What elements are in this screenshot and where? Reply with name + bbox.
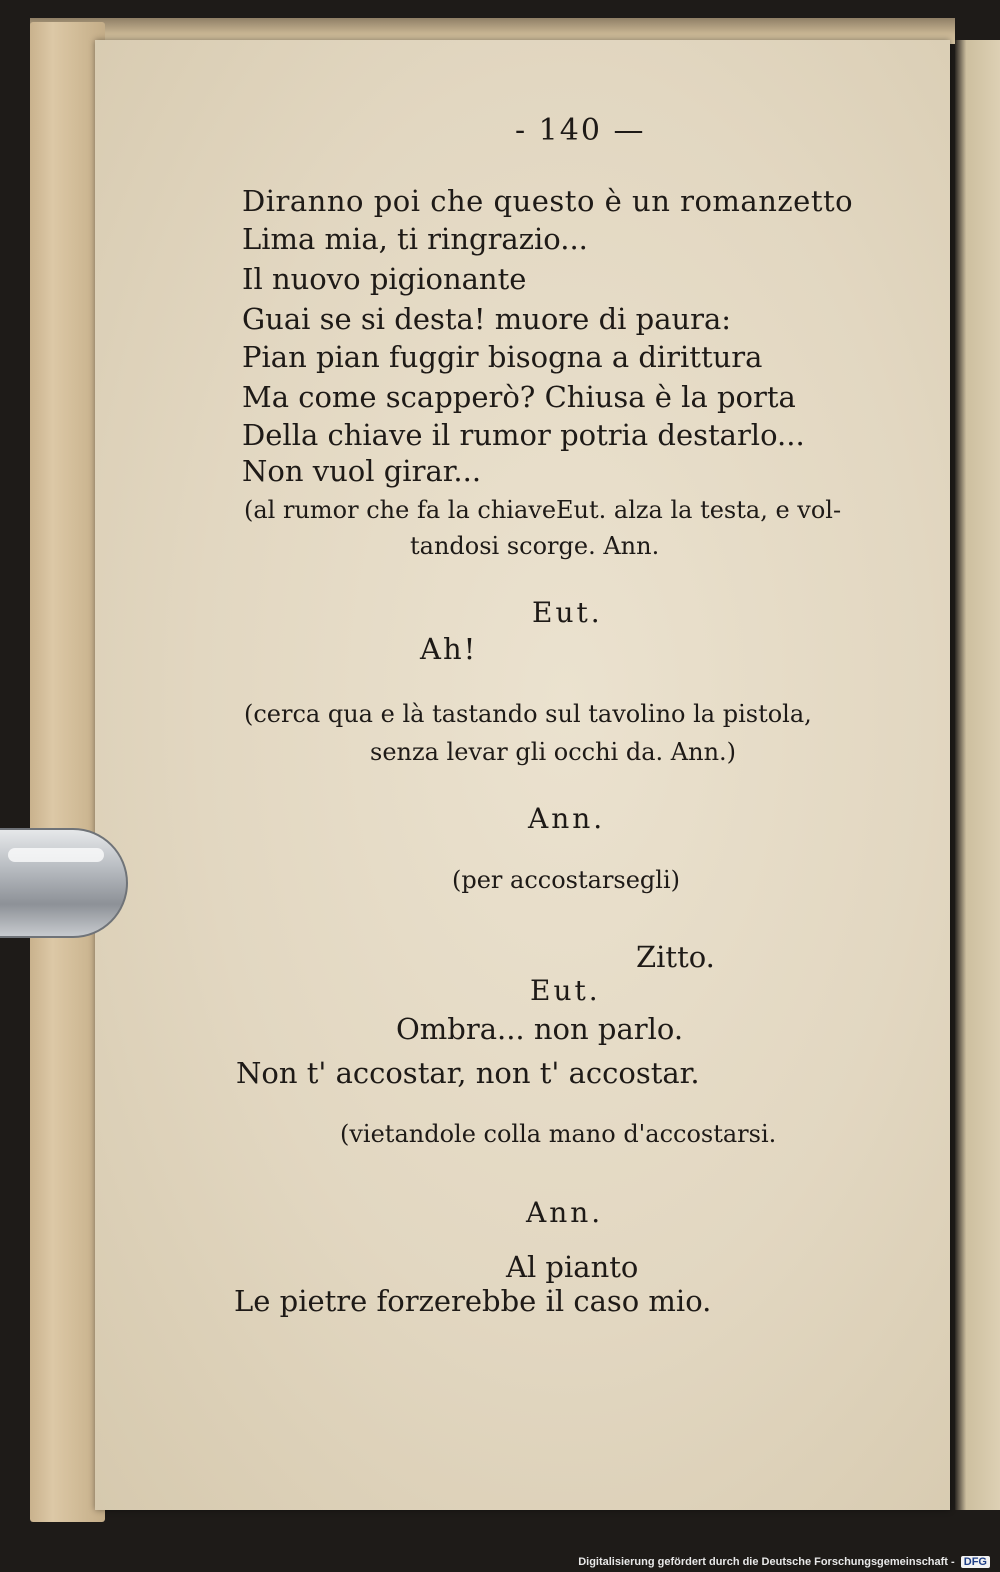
page-edges [30, 22, 105, 1522]
speaker-name: Ann. [526, 1196, 604, 1229]
verse-line: Ombra... non parlo. [396, 1012, 684, 1046]
verse-line: Della chiave il rumor potria destarlo... [242, 418, 805, 452]
verse-line: Non t' accostar, non t' accostar. [236, 1056, 700, 1090]
verse-line: Zitto. [636, 940, 715, 974]
verse-line: Lima mia, ti ringrazio... [242, 222, 588, 256]
speaker-name: Eut. [532, 596, 603, 629]
verse-line: Pian pian fuggir bisogna a dirittura [242, 340, 763, 374]
stage-direction: tandosi scorge. Ann. [410, 532, 660, 560]
page-number: - 140 — [515, 113, 646, 148]
page-clip [0, 828, 128, 938]
stage-direction: (vietandole colla mano d'accostarsi. [340, 1120, 777, 1148]
dfg-logo: DFG [961, 1556, 990, 1568]
speaker-name: Ann. [528, 802, 606, 835]
verse-line: Ah! [420, 632, 478, 666]
stage-direction: (al rumor che fa la chiaveEut. alza la testa, e vol- [244, 496, 842, 524]
digitization-credit [578, 1556, 990, 1568]
verse-line: Diranno poi che questo è un romanzetto [242, 184, 854, 218]
speaker-name: Eut. [530, 974, 601, 1007]
verse-line: Ma come scapperò? Chiusa è la porta [242, 380, 796, 414]
stage-direction: (per accostarsegli) [452, 866, 681, 894]
verse-line: Non vuol girar... [242, 454, 482, 488]
credit-text: Digitalisierung gefördert durch die Deutsche Forschungsgemeinschaft - [578, 1556, 955, 1568]
clip-highlight [8, 848, 104, 862]
stage-direction: senza levar gli occhi da. Ann.) [370, 738, 737, 766]
verse-line: Guai se si desta! muore di paura: [242, 302, 732, 336]
verse-line: Il nuovo pigionante [242, 262, 527, 296]
facing-page-edge [955, 40, 1000, 1510]
verse-line: Al pianto [506, 1250, 639, 1284]
stage-direction: (cerca qua e là tastando sul tavolino la pistola, [244, 700, 812, 728]
verse-line: Le pietre forzerebbe il caso mio. [234, 1284, 712, 1318]
